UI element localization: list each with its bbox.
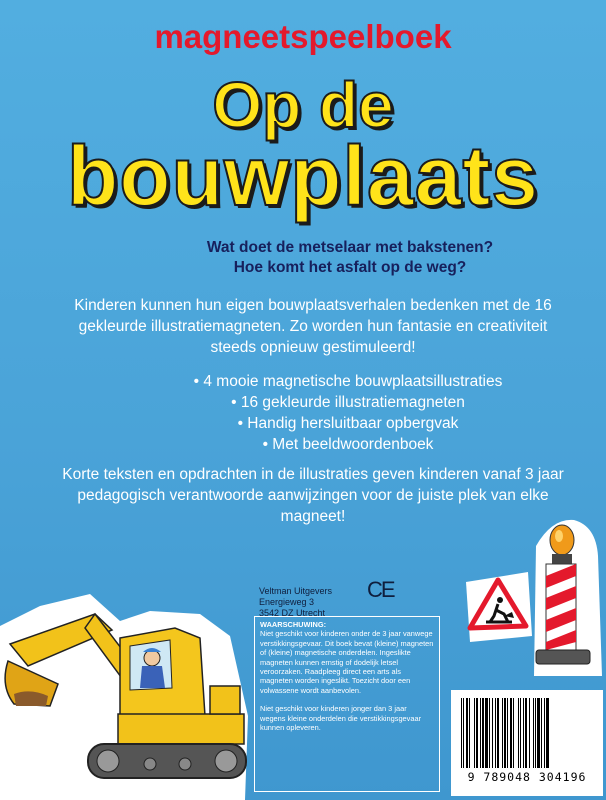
publisher-street: Energieweg 3 xyxy=(259,597,315,607)
warning-text-1: Niet geschikt voor kinderen onder de 3 jaar vanwege verstikkingsgevaar. Dit boek bevat (kleine) magneten of (kleine) magnetische onderdelen. Ingeslikte magneten kunnen ernstig of dodelijk letsel veroorzaken. Raadpleeg direct een arts als magneten worden ingeslikt. Toezicht door een volwassene wordt aanbevolen. xyxy=(260,629,434,695)
intro-paragraph: Kinderen kunnen hun eigen bouwplaatsverhalen bedenken met de 16 gekleurde illustratiemagneten. Zo worden hun fantasie en creativiteit steeds opnieuw gestimuleerd! xyxy=(74,297,552,356)
questions-block xyxy=(0,238,606,278)
warning-beacon-barrier-illustration xyxy=(532,516,606,676)
feature-list xyxy=(0,371,606,455)
excavator-illustration xyxy=(0,566,250,800)
feature-item: • Handig hersluitbaar opbergvak xyxy=(237,415,459,432)
title-line-2: bouwplaats xyxy=(66,129,540,223)
publisher-name: Veltman Uitgevers xyxy=(259,586,333,596)
feature-item: • Met beeldwoordenboek xyxy=(262,436,434,453)
publisher-address xyxy=(259,586,332,619)
barcode-bars xyxy=(461,698,593,768)
title-line-1: Op de xyxy=(212,69,394,141)
warning-box xyxy=(254,616,440,792)
warning-text-2: Niet geschikt voor kinderen jonger dan 3 jaar wegens kleine onderdelen die verstikkingsgevaar kunnen opleveren. xyxy=(260,704,422,733)
road-works-sign-illustration xyxy=(462,566,534,646)
outro-paragraph: Korte teksten en opdrachten in de illustraties geven kinderen vanaf 3 jaar pedagogisch verantwoorde aanwijzingen voor de juiste plek van elke magneet! xyxy=(62,466,564,525)
feature-item: • 4 mooie magnetische bouwplaatsillustraties xyxy=(193,373,503,390)
ce-mark: CE xyxy=(367,577,394,602)
question-2: Hoe komt het asfalt op de weg? xyxy=(233,259,467,276)
feature-item: • 16 gekleurde illustratiemagneten xyxy=(231,394,465,411)
isbn-number: 9 789048 304196 xyxy=(467,770,587,784)
warning-title: WAARSCHUWING: xyxy=(260,620,327,629)
question-1: Wat doet de metselaar met bakstenen? xyxy=(206,239,494,256)
barcode xyxy=(451,690,603,796)
publisher-city: 3542 DZ Utrecht xyxy=(259,608,326,618)
barcode-bar xyxy=(549,698,550,768)
series-label: magneetspeelboek xyxy=(154,18,452,55)
